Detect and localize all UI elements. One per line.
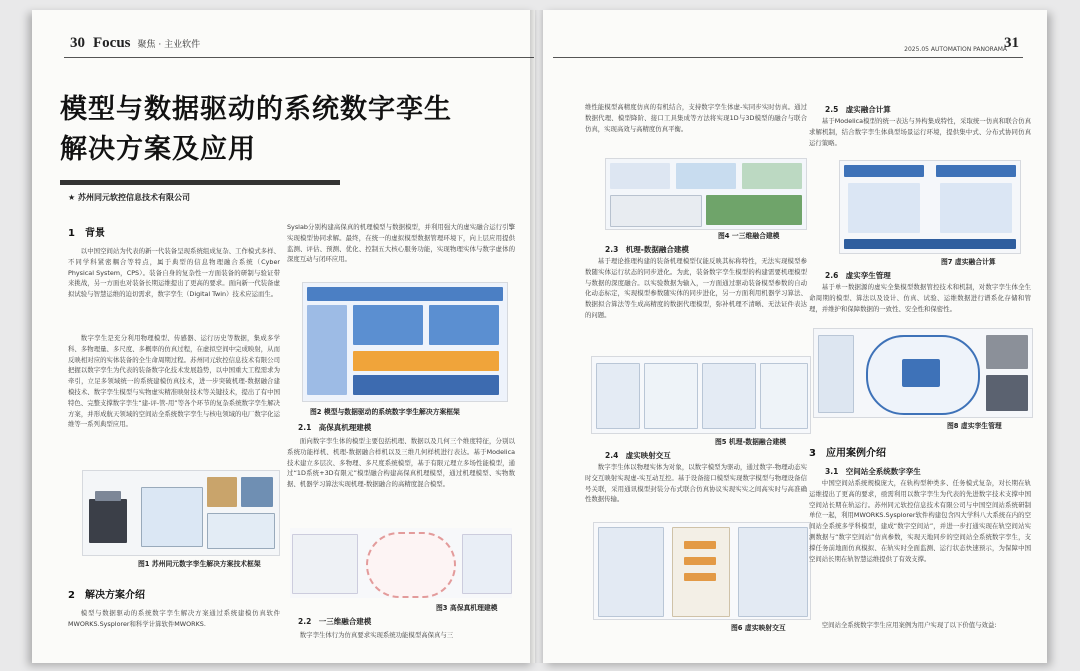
- figure-4-panel-1: [610, 163, 670, 189]
- subsection-2-3-heading: 2.3 机理-数据融合建模: [605, 245, 689, 254]
- title-underline: [60, 180, 340, 185]
- right-page-number: 31: [1004, 35, 1019, 51]
- subsection-2-4-heading: 2.4 虚实映射交互: [605, 451, 671, 460]
- figure-6-digital-column: [738, 527, 808, 617]
- figure-5: [591, 356, 811, 434]
- figure-1-chart: [207, 513, 275, 549]
- subsection-2-5-heading: 2.5 虚实融合计算: [825, 105, 891, 114]
- subsection-2-2-paragraph: 数字孪生体行为仿真要求实现系统功能模型高保真与三: [299, 631, 454, 639]
- subsection-3-1-heading: 3.1 空间站全系统数字孪生: [825, 467, 921, 476]
- figure-2-caption: 图2 模型与数据驱动的系统数字孪生解决方案框架: [310, 408, 460, 416]
- section-1-paragraph-1: 以中国空间站为代表的新一代装备呈现系统组成复杂、工作模式多样、不同学科紧密耦合等特点，属于典型的信息物理融合系统（Cyber Physical System，CPS）。装备自身的复杂性一方面装备的研制与验证带来挑战，另一方面也对装备长期运维提出了更高的要求。面向新一代装备虚拟试验与智慧运维的迫切需求，数字孪生（Digital Twin）技术应运而生。: [68, 247, 280, 299]
- magazine-name: Focus: [93, 35, 131, 51]
- left-page: [32, 10, 535, 663]
- figure-1-caption: 图1 苏州同元数字孪生解决方案技术框架: [138, 560, 261, 568]
- figure-7-header-left: [844, 165, 924, 177]
- figure-6: [593, 522, 811, 620]
- figure-8-left-panel: [818, 335, 854, 413]
- figure-1-machine: [89, 499, 127, 543]
- figure-5-panel-2: [644, 363, 698, 429]
- figure-6-tag-1: [684, 541, 716, 549]
- subsection-2-2-heading: 2.2 一三维融合建模: [298, 617, 372, 626]
- figure-6-tag-2: [684, 557, 716, 565]
- figure-8: [813, 328, 1033, 418]
- company-byline: ★ 苏州同元软控信息技术有限公司: [68, 193, 190, 202]
- figure-1-machine-top: [95, 491, 121, 501]
- figure-3-diagram-left: [292, 534, 358, 594]
- figure-4-panel-3: [742, 163, 802, 189]
- section-2-paragraph-1: 模型与数据驱动的系统数字孪生解决方案通过系统建模仿真软件MWORKS.Sysplorer和科学计算软件MWORKS.: [68, 609, 280, 628]
- subsection-2-3-paragraph: 基于理论推理构建的装备机理模型仅能反映其标称特性，无法实现模型参数随实体运行状态的同步进化。为此，装备数字孪生模型的构建需要机理模型与数据的深度融合。以实验数据为输入，一方面通过驱动装备模型参数的自动化动态标定，实现模型参数随实体的同步进化，另一方面利用机器学习算法、数据拟合算法等生成高精度的数据代理模型，弥补机理不清晰、无法证件表达的问题。: [585, 257, 807, 319]
- figure-6-tag-3: [684, 573, 716, 581]
- figure-1-panel: [141, 487, 203, 547]
- subsection-2-6-paragraph: 基于单一数据源的虚实全集模型数据管控技术和机制，对数字孪生体全生命周期的模型、算法以及设计、仿真、试验、运维数据进行谱系化存储和管理，并维护和保障数据的一致性、安全性和保密性。: [809, 283, 1031, 313]
- figure-6-physical-column: [598, 527, 664, 617]
- article-title: [60, 90, 530, 170]
- figure-8-caption: 图8 虚实孪生管理: [947, 422, 1002, 430]
- subsection-2-5-paragraph: 基于Modelica模型的统一表达与异构集成特性，采取统一仿真和联合仿真求解机制，结合数字孪生体典型场景运行环境，提供集中式、分布式协同仿真运行策略。: [809, 117, 1031, 147]
- right-page-number-wrap: [1004, 34, 1019, 52]
- right-column-1-paragraph: 维性能模型高精度仿真的有机结合，支持数字孪生体虚-实同步实时仿真。通过数据代理、模型降阶、接口工具集成等方法将实现1D与3D模型的融合与联合仿真，实现高效与高精度仿真平衡。: [585, 103, 807, 133]
- figure-4-panel-4: [610, 195, 702, 227]
- figure-8-server-1: [986, 335, 1028, 369]
- figure-3-diagram-right: [462, 534, 512, 594]
- section-1-heading: 1 背景: [68, 228, 105, 239]
- figure-7-block-right: [940, 183, 1012, 233]
- figure-7: [839, 160, 1021, 254]
- right-page: [543, 10, 1047, 663]
- figure-2-bottom-bar: [353, 375, 499, 395]
- subsection-2-6-heading: 2.6 虚实孪生管理: [825, 271, 891, 280]
- left-header-rule: [64, 57, 534, 58]
- figure-2-left-column: [307, 305, 347, 395]
- figure-5-panel-3: [702, 363, 756, 429]
- figure-2-block-b: [429, 305, 499, 345]
- left-page-number: 30: [70, 35, 85, 51]
- figure-5-panel-4: [760, 363, 808, 429]
- section-1-paragraph-2: 数字孪生是充分利用物理模型、传感器、运行历史等数据，集成多学科、多物理量、多尺度、多概率的仿真过程，在虚拟空间中完成映射，从而反映相对应的实体装备的全生命周期过程。苏州同元软控信息技术有限公司把握以数字孪生为代表的装备数字化技术发展趋势，以中国重大工程需求为牵引，立足多领域统一的系统建模仿真技术，进一步突破机理-数据融合建模技术、数字孪生模型与实物虚实精准映射技术等关键技术，提出了有中国特色、完整支撑数字孪生“建-评-管-用”等各个环节的复杂系统数字孪生解决方案，并形成航天领域的空间站全系统数字孪生与核电领域的电厂数字化运维等一系列典型应用。: [68, 334, 280, 429]
- title-line-2: 解决方案及应用: [60, 134, 256, 165]
- right-page-header: [904, 46, 1007, 53]
- figure-2-engine-bar: [353, 351, 499, 371]
- subsection-2-1-heading: 2.1 高保真机理建模: [298, 423, 372, 432]
- figure-7-footer: [844, 239, 1016, 249]
- subsection-3-1-paragraph-2: 空间站全系统数字孪生应用案例为用户实现了以下价值与效益:: [821, 621, 997, 629]
- figure-2-block-a: [353, 305, 423, 345]
- left-page-header: [70, 34, 200, 52]
- figure-3-ellipse: [366, 532, 456, 598]
- figure-4-panel-5: [706, 195, 802, 225]
- figure-4: [605, 158, 807, 230]
- figure-7-header-right: [936, 165, 1016, 177]
- column-2-paragraph: Syslab分别构建高保真的机理模型与数据模型，并利用强大的虚实融合运行引擎实现模型协同求解。最终，在统一的虚拟模型数据管理环境下，向上层应用提供监测、评估、预测、优化、控制五大核心服务功能，实现物理实体与数字虚体的深度互动与闭环应用。: [287, 223, 515, 264]
- figure-1-photo-1: [207, 477, 237, 507]
- figure-8-server-2: [986, 375, 1028, 411]
- figure-4-caption: 图4 一三维融合建模: [718, 232, 780, 240]
- figure-7-caption: 图7 虚实融合计算: [941, 258, 996, 266]
- figure-3: [290, 528, 512, 598]
- figure-2-top-bar: [307, 287, 503, 301]
- figure-3-caption: 图3 高保真机理建模: [436, 604, 498, 612]
- subsection-2-4-paragraph: 数字孪生体以物理实体为对象，以数字模型为驱动，通过数字-物理动态实时交互映射实现虚-实互动互控。基于设备接口模型实现数字模型与物理设备信号关联，采用通讯模型封装分布式联合仿真协议实现实实之间高实时与高准确性数据传输。: [585, 463, 807, 504]
- right-header-rule: [553, 57, 1023, 58]
- figure-7-block-left: [848, 183, 920, 233]
- figure-1: [82, 470, 280, 556]
- subsection-3-1-paragraph-1: 中国空间站系统规模庞大，在轨构型种类多、任务模式复杂，对长期在轨运维提出了更高的要求，亟需利用以数字孪生为代表的先进数字技术支撑中国空间站长期在轨运行。苏州同元软控信息技术有限公司与中国空间站系统研制单位一起，利用MWORKS.Sysplorer软件构建包含四大学科八大系统在内的空间站全系统多学科模型，建成“数字空间站”，并进一步打通实现在轨空间站实测数据与“数字空间站”仿真参数，实现天地同步的空间站全系统数字孪生，支撑任务前地面仿真模拟、在轨实时全面监测、运行状态快速预示，为保障中国空间站长期在轨智慧运维提供了有效支撑。: [809, 479, 1031, 563]
- figure-5-caption: 图5 机理-数据融合建模: [715, 438, 787, 446]
- figure-1-photo-2: [241, 477, 273, 507]
- figure-6-caption: 图6 虚实映射交互: [731, 624, 786, 632]
- figure-5-panel-1: [596, 363, 640, 429]
- section-2-heading: 2 解决方案介绍: [68, 590, 145, 601]
- figure-2: [302, 282, 508, 402]
- right-header-text: 2025.05 AUTOMATION PANORAMA: [904, 46, 1007, 53]
- subsection-2-1-paragraph: 面向数字孪生体的模型主要包括机理、数据以及几何三个维度特征，分别以系统功能样机、机理-数据融合样机以及三维几何样机进行表达。基于Modelica技术建立多层次、多物理、多尺度系统模型，基于有限元理立多场性能模型，通过“1D系统+3D有限元”模型融合构建高保真机理模型，通过机理模型、实物数据、机器学习算法实现机理-数据融合的高精度混合模型。: [287, 437, 515, 489]
- section-tag: 聚焦 · 主业软件: [137, 40, 201, 50]
- section-3-heading: 3 应用案例介绍: [809, 448, 886, 459]
- figure-8-core: [902, 359, 940, 387]
- figure-4-panel-2: [676, 163, 736, 189]
- title-line-1: 模型与数据驱动的系统数字孪生: [60, 94, 452, 125]
